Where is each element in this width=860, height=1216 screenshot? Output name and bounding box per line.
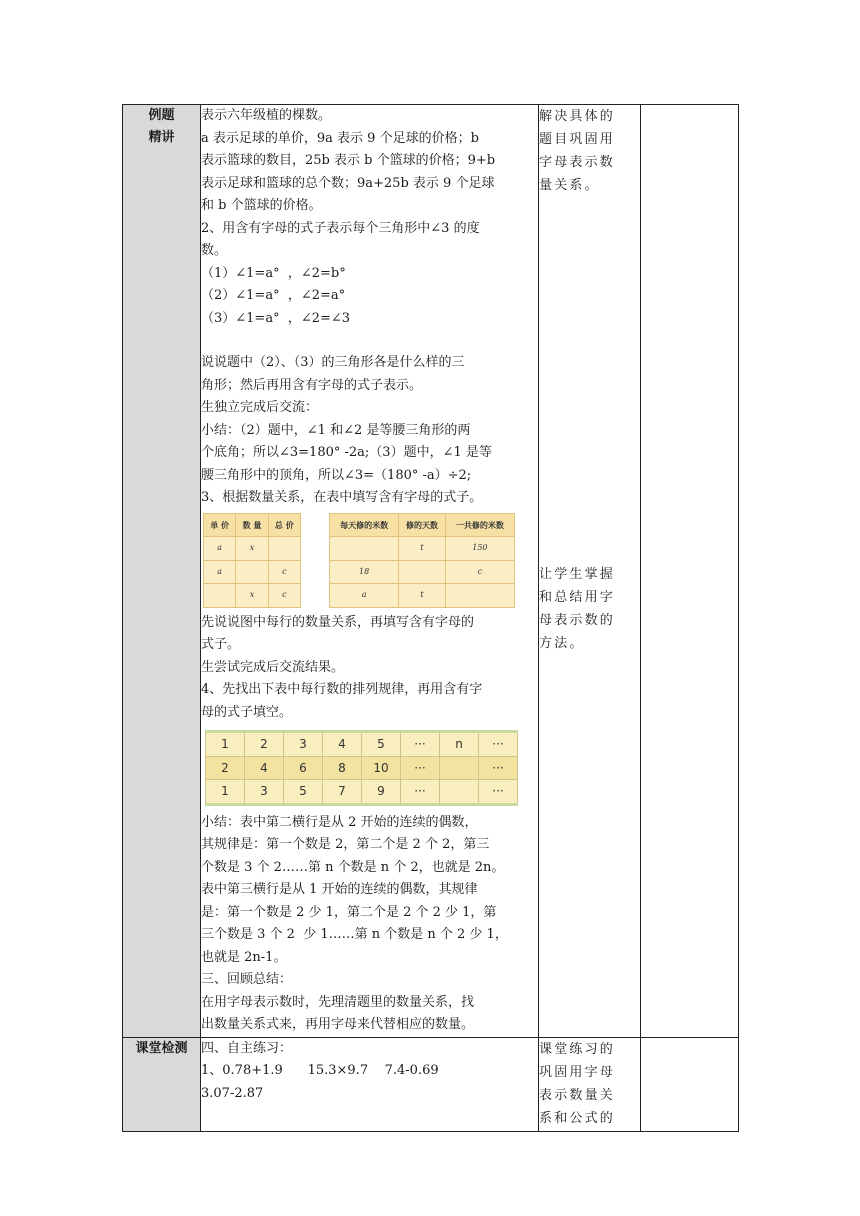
text-line: 是：第一个数是 2 少 1，第二个是 2 个 2 少 1，第 <box>201 904 497 920</box>
text-line: 字母表示数 <box>539 155 616 170</box>
text-line: 表示足球和篮球的总个数；9a+25b 表示 9 个足球 <box>201 175 495 191</box>
table-cell: a <box>204 560 236 584</box>
table-cell: 数 量 <box>236 513 268 537</box>
table-cell: 8 <box>323 756 362 780</box>
table-cell: ··· <box>401 780 440 805</box>
note-block <box>539 1038 640 1130</box>
table-cell: ··· <box>401 756 440 780</box>
table-row <box>330 537 515 561</box>
table-cell: c <box>268 560 300 584</box>
number-pattern-table <box>205 730 518 806</box>
text-line: 解决具体的 <box>539 109 616 124</box>
table-cell <box>440 756 479 780</box>
table-cell: t <box>399 584 446 608</box>
table-cell: x <box>236 584 268 608</box>
text-line: 角形；然后再用含有字母的式子表示。 <box>201 377 423 393</box>
check-notes <box>539 1037 641 1131</box>
text-line: 生尝试完成后交流结果。 <box>201 659 345 675</box>
table-cell: 3 <box>284 732 323 757</box>
text-line: 4、先找出下表中每行数的排列规律，再用含有字 <box>201 682 483 697</box>
text-line: 2、用含有字母的式子表示每个三角形中∠3 的度 <box>201 220 480 236</box>
text-line: 3.07-2.87 <box>201 1085 264 1101</box>
text-line: 腰三角形中的顶角，所以∠3=（180° -a）÷2; <box>201 467 472 483</box>
text-line: 三个数是 3 个 2 少 1……第 n 个数是 n 个 2 少 1， <box>201 927 508 942</box>
example-content <box>201 105 539 1038</box>
table-cell <box>330 537 399 561</box>
table-cell: ··· <box>479 732 518 757</box>
table-cell: 1 <box>206 780 245 805</box>
table-cell: 18 <box>330 560 399 584</box>
text-line: 题目巩固用 <box>539 132 616 147</box>
check-label: 课堂检测 <box>123 1037 201 1131</box>
table-cell: 5 <box>284 780 323 805</box>
table-row <box>330 560 515 584</box>
table-cell: 7 <box>323 780 362 805</box>
text-line: 1、0.78+1.9 15.3×9.7 7.4-0.69 <box>201 1063 439 1078</box>
text-line: 式子。 <box>201 637 241 652</box>
text-line: 让学生掌握 <box>539 567 616 582</box>
check-content <box>201 1037 539 1131</box>
text-line: 小结：表中第二横行是从 2 开始的连续的偶数， <box>201 814 478 830</box>
table-row <box>204 513 301 537</box>
table-row <box>330 584 515 608</box>
text-line: （3）∠1=a° ，∠2=∠3 <box>201 310 351 326</box>
table-cell: 6 <box>284 756 323 780</box>
text-line: 和总结用字 <box>539 590 616 605</box>
table-cell: 9 <box>362 780 401 805</box>
table-cell: 单 价 <box>204 513 236 537</box>
table-cell: ··· <box>479 780 518 805</box>
table-row <box>204 537 301 561</box>
text-line: 说说题中（2）、（3）的三角形各是什么样的三 <box>201 355 465 370</box>
text-line: 母的式子填空。 <box>201 704 293 720</box>
spacer <box>539 197 640 563</box>
text-line: 巩固用字母 <box>539 1064 616 1080</box>
table-cell: 2 <box>245 732 284 757</box>
text-line: （1）∠1=a° ，∠2=b° <box>201 265 346 281</box>
table-row <box>204 560 301 584</box>
quantity-tables <box>203 513 538 608</box>
note-block <box>539 105 640 197</box>
check-row <box>123 1037 739 1131</box>
text-block <box>201 105 538 330</box>
table-cell: 4 <box>245 756 284 780</box>
table-cell: 4 <box>323 732 362 757</box>
note-block <box>539 563 640 655</box>
spacer <box>201 330 538 352</box>
price-quantity-table <box>203 513 301 608</box>
table-row <box>206 732 518 757</box>
text-line: a 表示足球的单价，9a 表示 9 个足球的价格；b <box>201 130 479 146</box>
text-block <box>201 352 538 510</box>
text-line: 方法。 <box>539 636 585 651</box>
text-line: 课堂练习的 <box>539 1041 616 1057</box>
text-block <box>201 612 538 725</box>
text-line: 母表示数的 <box>539 613 616 628</box>
text-line: 3、根据数量关系，在表中填写含有字母的式子。 <box>201 490 483 505</box>
table-cell: c <box>268 584 300 608</box>
table-cell: t <box>399 537 446 561</box>
text-line: 三、回顾总结： <box>201 972 293 987</box>
table-row <box>330 513 515 537</box>
table-row <box>206 756 518 780</box>
text-line: 四、自主练习： <box>201 1040 293 1056</box>
empty-cell <box>641 105 739 1038</box>
text-line: 个底角；所以∠3=180° -2a;（3）题中，∠1 是等 <box>201 445 492 460</box>
label-line: 精讲 <box>148 130 175 145</box>
table-cell <box>204 584 236 608</box>
table-cell: ··· <box>401 732 440 757</box>
text-line: 先说说图中每行的数量关系，再填写含有字母的 <box>201 614 475 630</box>
table-cell: x <box>236 537 268 561</box>
text-line: 小结：（2）题中，∠1 和∠2 是等腰三角形的两 <box>201 422 471 438</box>
table-cell <box>445 584 514 608</box>
table-cell <box>399 560 446 584</box>
text-line: 数。 <box>201 243 228 258</box>
label-line: 例题 <box>148 108 175 123</box>
repair-distance-table <box>329 513 515 608</box>
table-cell: ··· <box>479 756 518 780</box>
table-cell: 3 <box>245 780 284 805</box>
table-cell <box>440 780 479 805</box>
text-line: 其规律是：第一个数是 2，第二个是 2 个 2，第三 <box>201 837 490 852</box>
empty-cell <box>641 1037 739 1131</box>
example-row <box>123 105 739 1038</box>
lesson-plan-page <box>122 104 738 1126</box>
example-notes <box>539 105 641 1038</box>
text-line: 生独立完成后交流： <box>201 400 319 415</box>
text-line: 在用字母表示数时，先理清题里的数量关系，找 <box>201 994 475 1010</box>
table-cell: 每天修的米数 <box>330 513 399 537</box>
table-cell: 总 价 <box>268 513 300 537</box>
table-cell: a <box>330 584 399 608</box>
text-line: 系和公式的 <box>539 1110 616 1126</box>
table-cell: a <box>204 537 236 561</box>
text-line: 表示六年级植的棵数。 <box>201 108 332 123</box>
table-cell: 5 <box>362 732 401 757</box>
text-line: 量关系。 <box>539 178 600 193</box>
text-block <box>201 812 538 1037</box>
example-label <box>123 105 201 1038</box>
table-cell: 修的天数 <box>399 513 446 537</box>
text-line: 出数量关系式来，再用字母来代替相应的数量。 <box>201 1017 475 1032</box>
table-cell: 1 <box>206 732 245 757</box>
table-cell: c <box>445 560 514 584</box>
table-cell <box>268 537 300 561</box>
table-row <box>206 780 518 805</box>
table-cell: n <box>440 732 479 757</box>
text-line: （2）∠1=a° ，∠2=a° <box>201 288 346 303</box>
text-line: 和 b 个篮球的价格。 <box>201 198 322 213</box>
table-cell: 2 <box>206 756 245 780</box>
text-line: 表示数量关 <box>539 1087 616 1103</box>
table-cell: 150 <box>445 537 514 561</box>
table-cell: 10 <box>362 756 401 780</box>
table-cell: 一共修的米数 <box>445 513 514 537</box>
text-line: 表中第三横行是从 1 开始的连续的偶数，其规律 <box>201 882 478 897</box>
text-line: 表示篮球的数目，25b 表示 b 个篮球的价格；9+b <box>201 153 496 168</box>
table-cell <box>236 560 268 584</box>
lesson-plan-table <box>122 104 739 1132</box>
text-line: 个数是 3 个 2……第 n 个数是 n 个 2，也就是 2n。 <box>201 859 505 875</box>
table-row <box>204 584 301 608</box>
text-block <box>201 1038 538 1106</box>
text-line: 也就是 2n-1。 <box>201 949 287 965</box>
